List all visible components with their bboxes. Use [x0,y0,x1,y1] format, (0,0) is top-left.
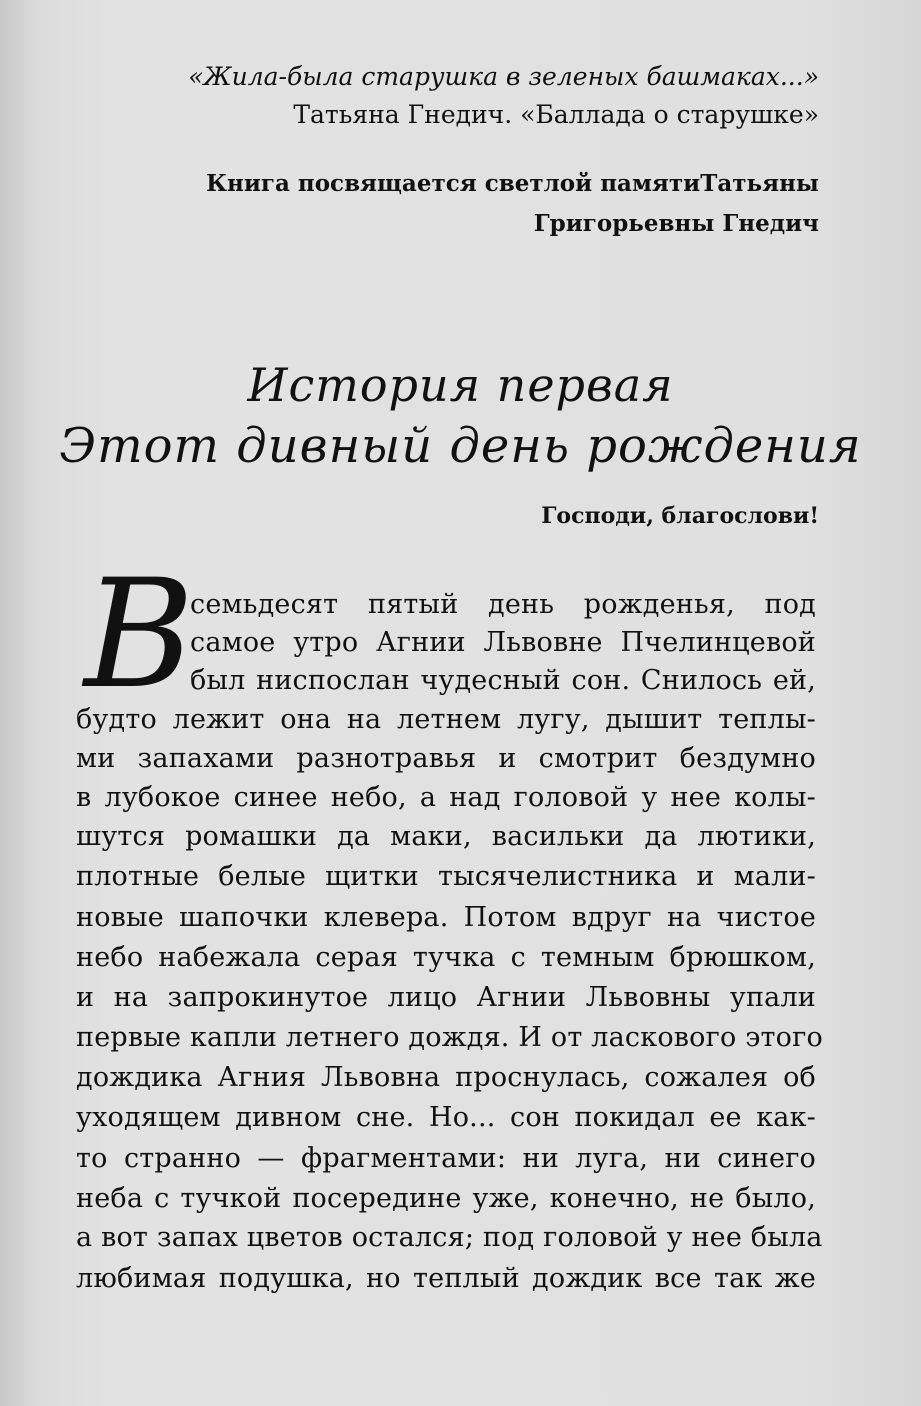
drop-cap: В [84,548,195,722]
body-line: новые шапочки клевера. Потом вдруг на чистое [76,902,816,933]
body-line: уходящем дивном сне. Но... сон покидал ее как- [76,1102,816,1133]
body-line: а вот запах цветов остался; под головой у нее была [76,1222,823,1253]
body-line: был ниспослан чудесный сон. Снилось ей, [190,665,816,696]
body-line: ми запахами разнотравья и смотрит бездумно [76,743,816,774]
epigraph-source: Татьяна Гнедич. «Баллада о старушке» [293,100,819,129]
body-line: шутся ромашки да маки, васильки да лютики, [76,821,816,852]
body-line: самое утро Агнии Львовне Пчелинцевой [190,627,816,658]
body-line: любимая подушка, но теплый дождик все так же [76,1263,816,1294]
chapter-title-line-2: Этот дивный день рождения [59,418,862,474]
body-line: плотные белые щитки тысячелистника и мали- [76,861,816,892]
epigraph-quote: «Жила-была старушка в зеленых башмаках...» [188,62,819,91]
chapter-title-line-1: История первая [247,358,674,412]
body-line: то странно — фрагментами: ни луга, ни синего [76,1143,816,1174]
body-line: в лубокое синее небо, а над головой у нее колы- [76,782,816,813]
body-line: семьдесят пятый день рожденья, под [190,589,816,620]
dedication [206,164,819,244]
body-line: небо набежала серая тучка с темным брюшком, [76,942,816,973]
body-line: и на запрокинутое лицо Агнии Львовны упали [76,982,816,1013]
body-line: дождика Агния Львовна проснулась, сожалея об [76,1062,816,1093]
chapter-subtitle: Господи, благослови! [541,503,819,529]
epigraph [188,58,819,134]
dedication-line-2: Григорьевны Гнедич [533,210,819,237]
body-line: будто лежит она на летнем лугу, дышит теплы- [76,704,816,735]
dedication-line-1: Книга посвящается светлой памятиТатьяны [206,170,819,197]
body-line: первые капли летнего дождя. И от ласкового этого [76,1022,823,1053]
body-line: неба с тучкой посередине уже, конечно, не было, [76,1183,816,1214]
